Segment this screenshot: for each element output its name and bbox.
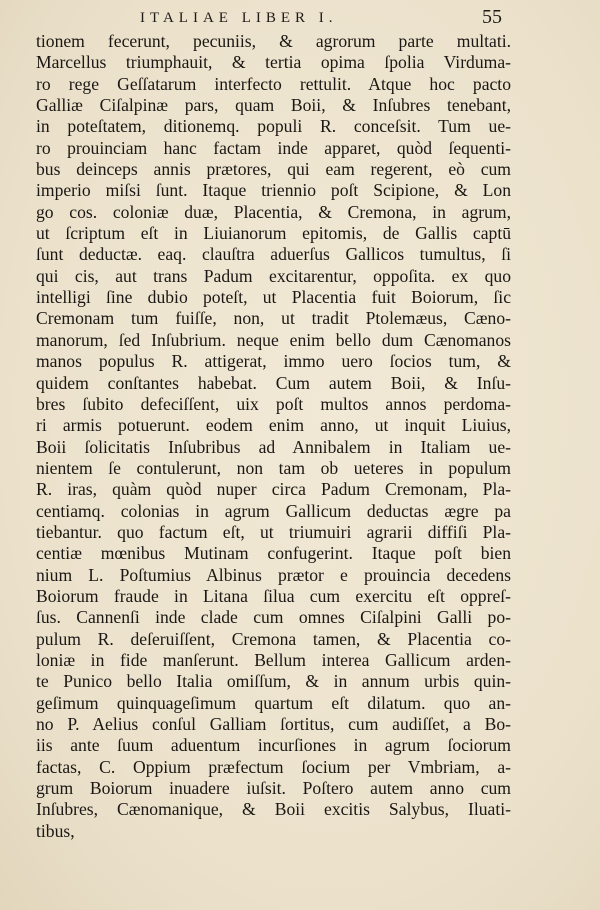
- page-number: 55: [482, 6, 502, 28]
- text-line: Boiorum fraude in Litana ſilua cum exercitu eſt oppreſ-: [36, 585, 511, 606]
- text-line: centiæ mœnibus Mutinam confugerint. Itaque poſt bien: [36, 543, 511, 564]
- text-line: R. iras, quàm quòd nuper circa Padum Cremonam, Pla-: [36, 479, 511, 500]
- text-line: imperio miſsi ſunt. Itaque triennio poſt Scipione, & Lon: [36, 180, 511, 201]
- text-line: bres ſubito defeciſſent, uix poſt multos annos perdoma-: [36, 393, 511, 414]
- text-line: centiamq. colonias in agrum Gallicum deductas ægre pa: [36, 500, 511, 521]
- text-line: te Punico bello Italia omiſſum, & in annum urbis quin-: [36, 671, 511, 692]
- text-line: ro rege Geſſatarum interfecto rettulit. Atque hoc pacto: [36, 73, 511, 94]
- text-line: iis ante ſuum aduentum incurſiones in agrum ſociorum: [36, 735, 511, 756]
- text-line: factas, C. Oppium præfectum ſocium per Vmbriam, a-: [36, 756, 511, 777]
- running-head: ITALIAE LIBER I.: [140, 10, 338, 26]
- text-line: geſimum quinquageſimum quartum eſt dilatum. quo an-: [36, 692, 511, 713]
- text-line: qui cis, aut trans Padum excitarentur, oppoſita. ex quo: [36, 265, 511, 286]
- text-line: ſunt deductæ. eaq. clauſtra aduerſus Gallicos tumultus, ſi: [36, 244, 511, 265]
- text-line: no P. Aelius conſul Galliam ſortitus, cum audiſſet, a Bo-: [36, 714, 511, 734]
- text-line: tibus,: [36, 820, 75, 841]
- text-line: ri armis potuerunt. eodem enim anno, ut inquit Liuius,: [36, 415, 511, 436]
- text-line: Cremonam tum fuiſſe, non, ut tradit Ptolemæus, Cæno-: [36, 308, 511, 329]
- body-text: [36, 31, 511, 842]
- text-line: grum Boiorum inuadere iuſsit. Poſtero autem anno cum: [36, 778, 511, 799]
- text-line: ut ſcriptum eſt in Liuianorum epitomis, de Gallis captū: [36, 223, 511, 244]
- text-line: loniæ in fide manſerunt. Bellum interea Gallicum arden-: [36, 649, 511, 670]
- text-line: Marcellus triumphauit, & tertia opima ſpolia Virduma-: [36, 52, 511, 73]
- text-line: go cos. coloniæ duæ, Placentia, & Cremona, in agrum,: [36, 201, 511, 222]
- text-line: Boii ſolicitatis Inſubribus ad Annibalem in Italiam ue-: [36, 436, 511, 457]
- text-line: manorum, ſed Inſubrium. neque enim bello dum Cænomanos: [36, 329, 511, 350]
- text-line: ro prouinciam hanc factam inde apparet, quòd ſequenti-: [36, 137, 511, 158]
- text-line: quidem conſtantes habebat. Cum autem Boii, & Inſu-: [36, 372, 511, 393]
- text-line: nium L. Poſtumius Albinus prætor e prouincia decedens: [36, 564, 511, 585]
- text-line: tionem fecerunt, pecuniis, & agrorum parte multati.: [36, 31, 511, 51]
- text-line: nientem ſe contulerunt, non tam ob ueteres in populum: [36, 457, 511, 478]
- text-line: intelligi ſine dubio poteſt, ut Placentia fuit Boiorum, ſic: [36, 287, 511, 308]
- text-line: bus deinceps annis prætores, qui eam regerent, eò cum: [36, 159, 511, 180]
- text-line: tiebantur. quo factum eſt, ut triumuiri agrarii diffiſi Pla-: [36, 521, 511, 542]
- text-line: pulum R. deſeruiſſent, Cremona tamen, & Placentia co-: [36, 628, 511, 649]
- text-line: ſus. Cannenſi inde clade cum omnes Ciſalpini Galli po-: [36, 607, 511, 628]
- text-line: in poteſtatem, ditionemq. populi R. conceſsit. Tum ue-: [36, 116, 511, 137]
- text-line: manos populus R. attigerat, immo uero ſocios tum, &: [36, 351, 511, 372]
- text-line: Galliæ Ciſalpinæ pars, quam Boii, & Inſubres tenebant,: [36, 95, 511, 116]
- text-line: Inſubres, Cænomanique, & Boii excitis Salybus, Iluati-: [36, 799, 511, 820]
